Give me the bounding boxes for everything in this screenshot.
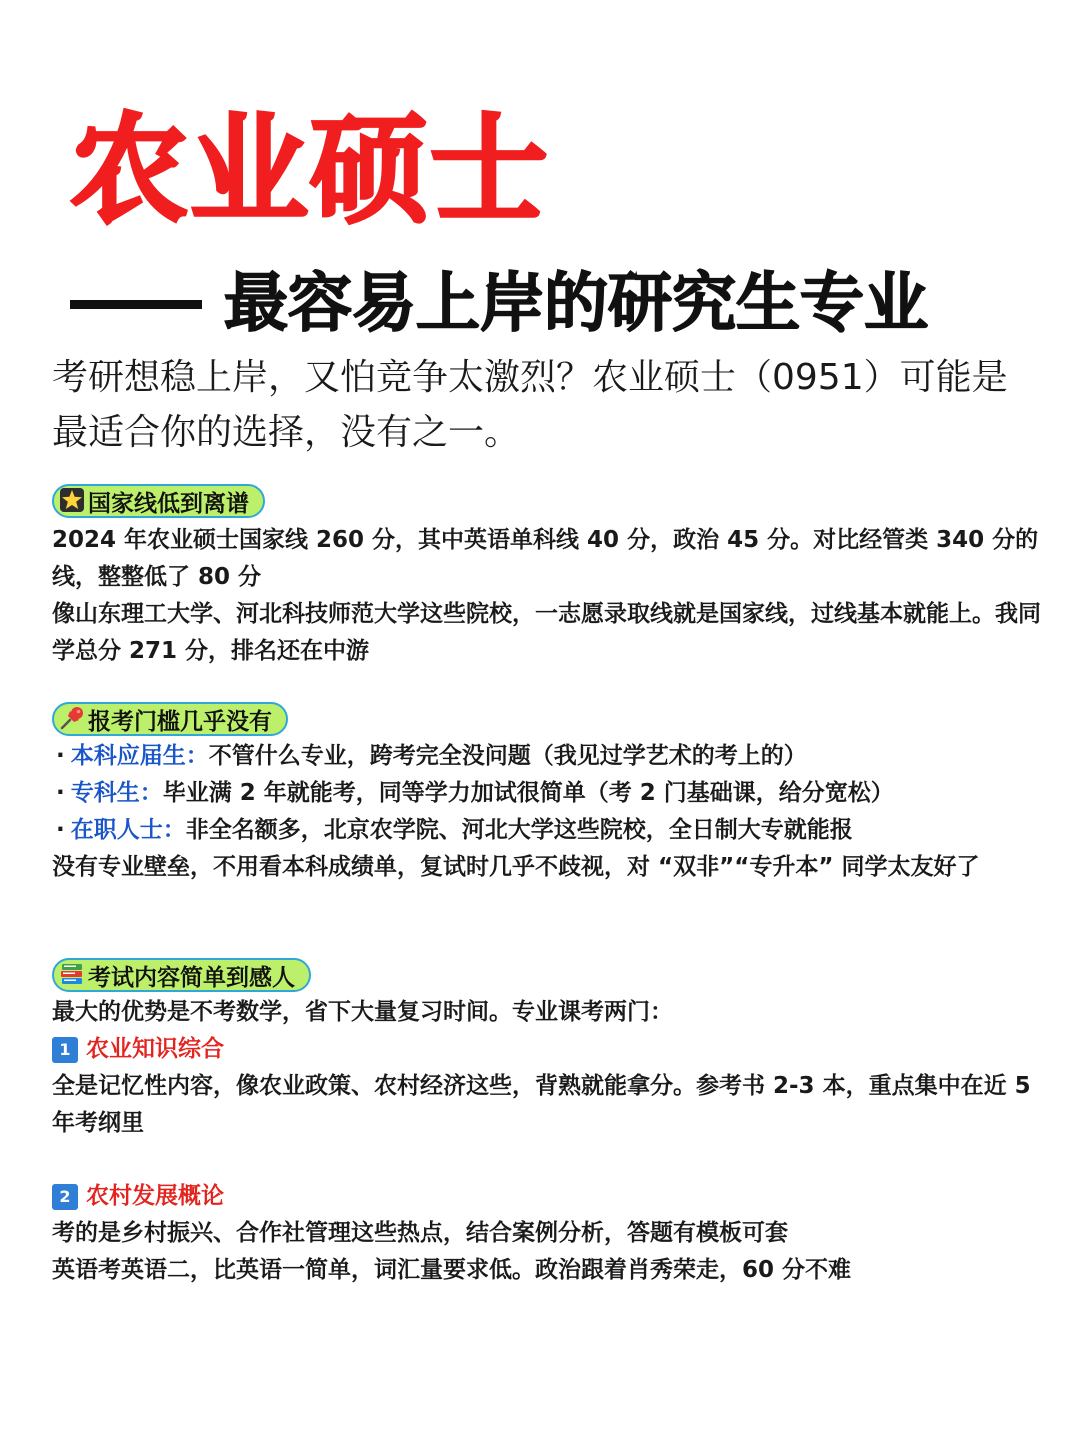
section-paragraph: 没有专业壁垒，不用看本科成绩单，复试时几乎不歧视，对 “双非”“专升本” 同学太友好了: [52, 854, 980, 880]
pushpin-icon: [58, 705, 86, 733]
section-exam-content: [52, 958, 1042, 1289]
section-heading-pill: [52, 958, 311, 992]
bullet-lead: 专科生：: [70, 780, 163, 806]
subject-name: 农村发展概论: [86, 1183, 224, 1209]
bullet-lead: 本科应届生：: [70, 743, 209, 769]
bullet-text: 非全名额多，北京农学院、河北大学这些院校，全日制大专就能报: [185, 817, 853, 843]
section-paragraph: 2024 年农业硕士国家线 260 分，其中英语单科线 40 分，政治 45 分。对比经管类 340 分的线，整整低了 80 分: [52, 527, 1039, 590]
books-icon: [58, 961, 86, 989]
intro-paragraph: 考研想稳上岸，又怕竞争太激烈？农业硕士（0951）可能是最适合你的选择，没有之一。: [52, 357, 1008, 453]
number-1-icon: 1: [52, 1037, 78, 1063]
section-heading-pill: [52, 484, 265, 518]
section-heading-pill: [52, 702, 288, 736]
page-subtitle: [70, 262, 928, 346]
number-2-icon: 2: [52, 1184, 78, 1210]
subject-heading: [52, 1031, 1042, 1068]
list-item: · 在职人士：非全名额多，北京农学院、河北大学这些院校，全日制大专就能报: [56, 817, 853, 843]
subject-description: 全是记忆性内容，像农业政策、农村经济这些，背熟就能拿分。参考书 2-3 本，重点集中在近 5 年考纲里: [52, 1073, 1031, 1136]
subtitle-text: 最容易上岸的研究生专业: [224, 267, 928, 341]
section-eligibility: [52, 702, 1042, 886]
section-heading: 国家线低到离谱: [88, 490, 249, 517]
section-national-line: [52, 484, 1042, 670]
list-item: · 本科应届生：不管什么专业，跨考完全没问题（我见过学艺术的考上的）: [56, 743, 807, 769]
section-paragraph: 像山东理工大学、河北科技师范大学这些院校，一志愿录取线就是国家线，过线基本就能上。我同学总分 271 分，排名还在中游: [52, 601, 1041, 664]
subject-description: 考的是乡村振兴、合作社管理这些热点，结合案例分析，答题有模板可套: [52, 1220, 788, 1246]
em-dash-line: [70, 300, 202, 309]
subject-heading: [52, 1178, 1042, 1215]
bullet-text: 毕业满 2 年就能考，同等学力加试很简单（考 2 门基础课，给分宽松）: [162, 780, 894, 806]
bullet-text: 不管什么专业，跨考完全没问题（我见过学艺术的考上的）: [208, 743, 807, 769]
star-icon: [58, 487, 86, 515]
bullet-lead: 在职人士：: [70, 817, 186, 843]
list-item: · 专科生：毕业满 2 年就能考，同等学力加试很简单（考 2 门基础课，给分宽松）: [56, 780, 894, 806]
section-paragraph: 最大的优势是不考数学，省下大量复习时间。专业课考两门：: [52, 999, 673, 1025]
subject-description: 英语考英语二，比英语一简单，词汇量要求低。政治跟着肖秀荣走，60 分不难: [52, 1257, 852, 1283]
subject-name: 农业知识综合: [86, 1036, 224, 1062]
section-heading: 考试内容简单到感人: [88, 964, 295, 991]
section-heading: 报考门槛几乎没有: [88, 708, 272, 735]
page-title: 农业硕士: [70, 101, 551, 239]
